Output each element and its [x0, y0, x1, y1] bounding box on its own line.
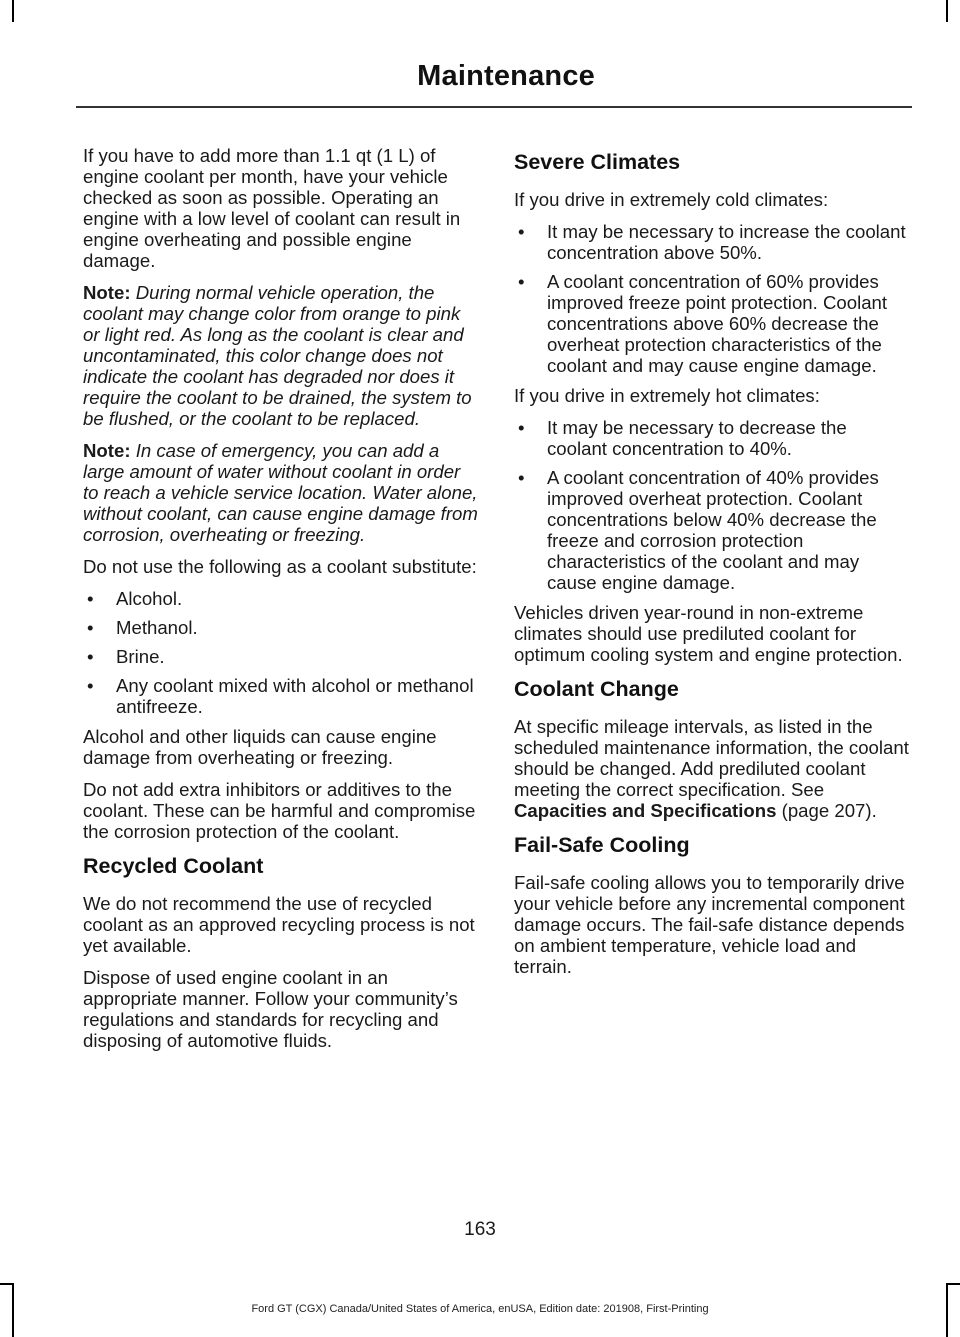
list-item: • A coolant concentration of 60% provides improved freeze point protection. Coolant concentrations above 60% decrease the overheat protection characteristics of the coolant and may cause engine damage.	[514, 271, 909, 376]
dispose-paragraph: Dispose of used engine coolant in an appropriate manner. Follow your community’s regulations and standards for recycling and disposing of automotive fluids.	[83, 967, 458, 1051]
coolant-change-text: At specific mileage intervals, as listed in the scheduled maintenance information, the coolant should be changed. Add prediluted coolant meeting the correct specification. See	[514, 716, 909, 800]
inhibitors-warning: Do not add extra inhibitors or additives to the coolant. These can be harmful and compromise the corrosion protection of the coolant.	[83, 779, 476, 842]
heading-severe-climates: Severe Climates	[514, 150, 681, 174]
section-title: Maintenance	[417, 60, 595, 92]
cold-intro: If you drive in extremely cold climates:	[514, 189, 829, 210]
capacities-link[interactable]: Capacities and Specifications	[514, 800, 777, 821]
note-text: During normal vehicle operation, the coolant may change color from orange to pink or light red. As long as the coolant is clear and uncontaminated, this color change does not indicate the coolant has degraded nor does it require the coolant to be drained, the system to be flushed, or the coolant to be replaced.	[83, 282, 472, 429]
recycled-paragraph: We do not recommend the use of recycled coolant as an approved recycling process is not yet available.	[83, 893, 475, 956]
note-color-change	[83, 282, 478, 429]
list-item: • Alcohol.	[83, 588, 478, 609]
fail-safe-paragraph: Fail-safe cooling allows you to temporarily drive your vehicle before any incremental component damage occurs. The fail-safe distance depends on ambient temperature, vehicle load and terrain.	[514, 872, 905, 977]
crop-mark-top-left	[12, 0, 14, 22]
note-emergency-water	[83, 440, 478, 545]
coolant-change-paragraph	[514, 716, 909, 821]
page-reference: (page 207).	[781, 800, 877, 821]
substitute-list	[83, 588, 478, 717]
heading-recycled-coolant: Recycled Coolant	[83, 854, 264, 878]
substitute-intro: Do not use the following as a coolant substitute:	[83, 556, 477, 577]
coolant-add-warning: If you have to add more than 1.1 qt (1 L) of engine coolant per month, have your vehicle checked as soon as possible. Operating an engine with a low level of coolant can result in engine overheating and possible engine damage.	[83, 145, 461, 271]
list-item: • Brine.	[83, 646, 478, 667]
heading-fail-safe-cooling: Fail-Safe Cooling	[514, 833, 690, 857]
alcohol-warning: Alcohol and other liquids can cause engine damage from overheating or freezing.	[83, 726, 437, 768]
note-text: In case of emergency, you can add a large amount of water without coolant in order to reach a vehicle service location. Water alone, without coolant, can cause engine damage from corrosion, overheating or freezing.	[83, 440, 478, 545]
list-item: • Methanol.	[83, 617, 478, 638]
header-divider	[76, 106, 912, 108]
left-column	[83, 145, 478, 1062]
hot-list	[514, 417, 909, 593]
edition-footer: Ford GT (CGX) Canada/United States of America, enUSA, Edition date: 201908, First-Printing	[251, 1303, 709, 1315]
hot-intro: If you drive in extremely hot climates:	[514, 385, 820, 406]
year-round-paragraph: Vehicles driven year-round in non-extreme climates should use prediluted coolant for optimum cooling system and engine protection.	[514, 602, 903, 665]
crop-mark-top-right	[946, 0, 948, 22]
heading-coolant-change: Coolant Change	[514, 677, 679, 701]
list-item: • A coolant concentration of 40% provides improved overheat protection. Coolant concentrations below 40% decrease the freeze and corrosion protection characteristics of the coolant and may cause engine damage.	[514, 467, 909, 593]
cold-list	[514, 221, 909, 376]
list-item: • Any coolant mixed with alcohol or methanol antifreeze.	[83, 675, 478, 717]
note-label: Note:	[83, 440, 131, 461]
right-column	[514, 145, 909, 988]
list-item: • It may be necessary to decrease the coolant concentration to 40%.	[514, 417, 909, 459]
page-number: 163	[464, 1219, 496, 1240]
list-item: • It may be necessary to increase the coolant concentration above 50%.	[514, 221, 909, 263]
note-label: Note:	[83, 282, 131, 303]
